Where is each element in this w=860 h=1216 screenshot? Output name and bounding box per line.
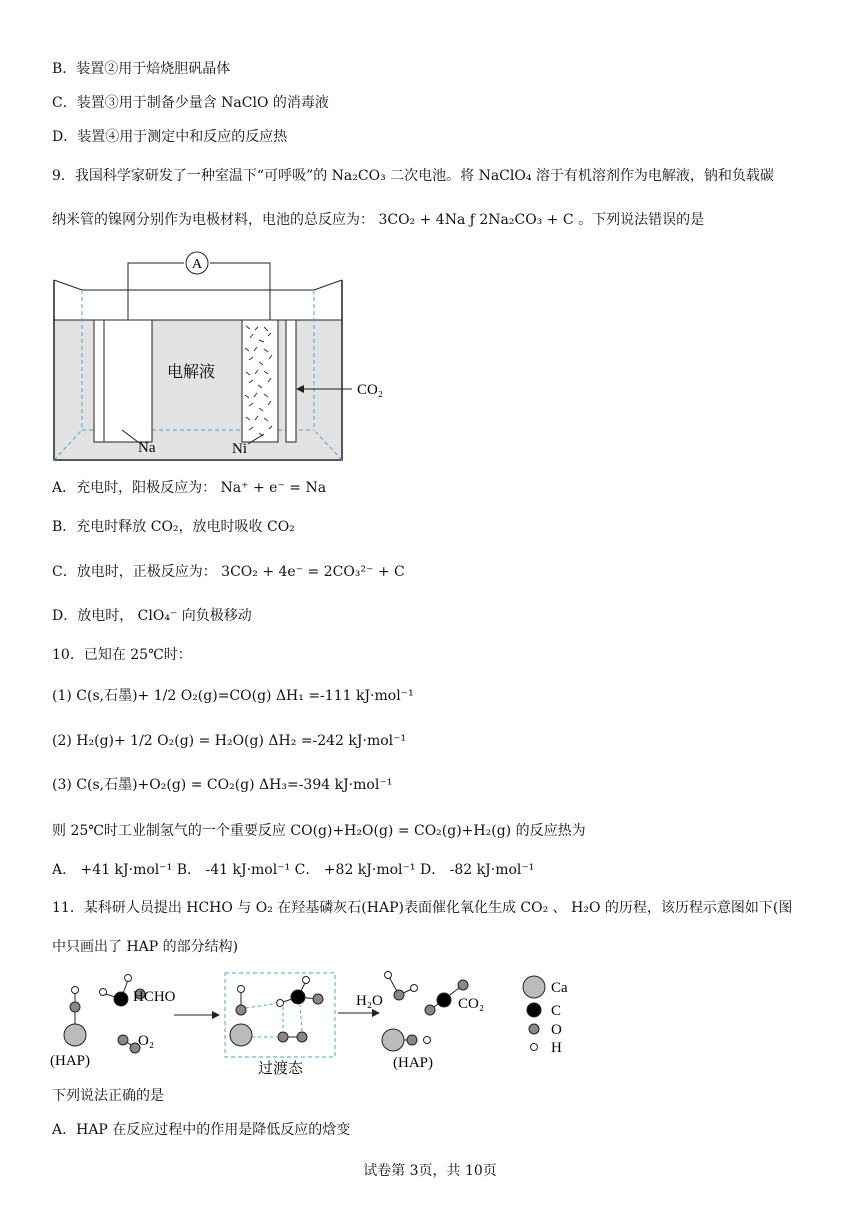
legend-h: H: [551, 1040, 562, 1056]
question-11-stem: 11．某科研人员提出 HCHO 与 O₂ 在羟基磷灰石(HAP)表面催化氧化生成 CO₂ 、 H₂O 的历程，该历程示意图如下(图: [52, 900, 793, 916]
option-c-q9: C．放电时，正极反应为： 3CO₂ + 4e⁻ = 2CO₃²⁻ + C: [52, 564, 405, 580]
option-b-q9: B．充电时释放 CO₂，放电时吸收 CO₂: [52, 519, 295, 535]
question-10-stem: 10．已知在 25℃时：: [52, 647, 192, 663]
na-label: Na: [138, 440, 156, 456]
question-9-stem: 9．我国科学家研发了一种室温下“可呼吸”的 Na₂CO₃ 二次电池。将 NaClO₄ 溶于有机溶剂作为电解液，钠和负载碳: [52, 168, 774, 184]
option-a-q9: A．充电时，阳极反应为： Na⁺ + e⁻ = Na: [52, 480, 327, 496]
co2-product-label: CO₂: [458, 996, 485, 1012]
equation-3: (3) C(s,石墨)+O₂(g) = CO₂(g) ΔH₃=-394 kJ·mol⁻¹: [52, 777, 393, 793]
equation-2: (2) H₂(g)+ 1/2 O₂(g) = H₂O(g) ΔH₂ =-242 kJ·mol⁻¹: [52, 733, 407, 749]
option-d-q8: D．装置④用于测定中和反应的反应热: [52, 129, 288, 145]
legend-c: C: [551, 1003, 562, 1019]
hcho-label: HCHO: [133, 989, 176, 1005]
hap-label-right: (HAP): [393, 1055, 433, 1071]
equation-1: (1) C(s,石墨)+ 1/2 O₂(g)=CO(g) ΔH₁ =-111 kJ·mol⁻¹: [52, 688, 414, 704]
option-c-q8: C．装置③用于制备少量含 NaClO 的消毒液: [52, 95, 329, 111]
option-b-q8: B．装置②用于焙烧胆矾晶体: [52, 61, 231, 77]
question-11-ask: 下列说法正确的是: [52, 1088, 164, 1104]
electrolyte-label: 电解液: [167, 364, 216, 381]
ammeter-label: A: [191, 257, 203, 272]
co2-label: CO₂: [357, 382, 384, 398]
ni-label: Ni: [232, 441, 247, 457]
question-10-ask: 则 25℃时工业制氢气的一个重要反应 CO(g)+H₂O(g) = CO₂(g)+H₂(g) 的反应热为: [52, 823, 586, 839]
mechanism-diagram: [48, 965, 608, 1084]
h2o-label: H₂O: [356, 993, 383, 1009]
option-d-q9: D．放电时， ClO₄⁻ 向负极移动: [52, 608, 252, 624]
legend-o: O: [551, 1022, 562, 1038]
question-11-stem-cont: 中只画出了 HAP 的部分结构): [52, 939, 239, 955]
transition-label: 过渡态: [258, 1061, 304, 1077]
hap-label-left: (HAP): [50, 1053, 90, 1069]
page-footer: 试卷第 3页，共 10页: [363, 1163, 497, 1179]
battery-diagram: [52, 250, 402, 469]
question-9-stem-cont: 纳米管的镍网分别作为电极材料，电池的总反应为： 3CO₂ + 4Na ƒ 2Na₂CO₃ + C 。下列说法错误的是: [52, 212, 705, 228]
legend-ca: Ca: [551, 980, 568, 996]
option-a-q11: A．HAP 在反应过程中的作用是降低反应的焓变: [52, 1122, 351, 1138]
question-10-options: A． +41 kJ·mol⁻¹ B． -41 kJ·mol⁻¹ C． +82 kJ·mol⁻¹ D． -82 kJ·mol⁻¹: [52, 862, 535, 878]
o2-label: O₂: [138, 1033, 155, 1049]
